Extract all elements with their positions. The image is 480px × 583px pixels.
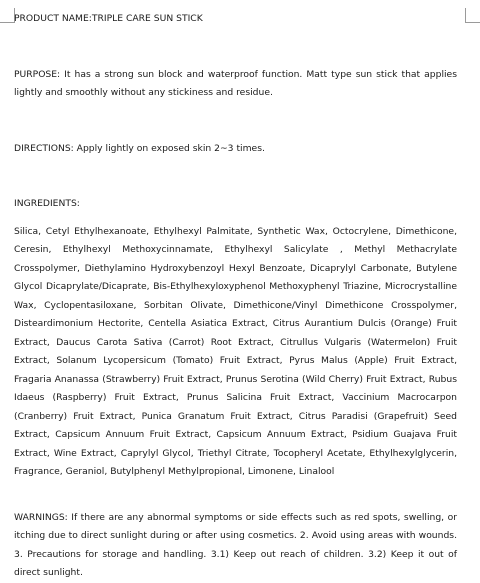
ingredients-paragraph: Silica, Cetyl Ethylhexanoate, Ethylhexyl Palmitate, Synthetic Wax, Octocrylene, Dimethicone, Ceresin, Ethylhexyl Methoxycinnamate, Ethylhexyl Salicylate , Methyl Methacrylate Crosspolymer, Diethylamino Hydroxybenzoyl Hexyl Benzoate, Dicaprylyl Carbonate, Butylene Glycol Dicaprylate/Dicaprate, Bis-Ethylhexyloxyphenol Methoxyphenyl Triazine, Microcrystalline Wax, Cyclopentasiloxane, Sorbitan Olivate, Dimethicone/Vinyl Dimethicone Crosspolymer, Disteardimonium Hectorite, Centella Asiatica Extract, Citrus Aurantium Dulcis (Orange) Fruit Extract, Daucus Carota Sativa (Carrot) Root Extract, Citrullus Vulgaris (Watermelon) Fruit Extract, Solanum Lycopersicum (Tomato) Fruit Extract, Pyrus Malus (Apple) Fruit Extract, Fragaria Ananassa (Strawberry) Fruit Extract, Prunus Serotina (Wild Cherry) Fruit Extract, Rubus Idaeus (Raspberry) Fruit Extract, Prunus Salicina Fruit Extract, Vaccinium Macrocarpon (Cranberry) Fruit Extract, Punica Granatum Fruit Extract, Citrus Paradisi (Grapefruit) Seed Extract, Capsicum Annuum Fruit Extract, Capsicum Annuum Extract, Psidium Guajava Fruit Extract, Wine Extract, Caprylyl Glycol, Triethyl Citrate, Tocopheryl Acetate, Ethylhexylglycerin, Fragrance, Geraniol, Butylphenyl Methylpropional, Limonene, Linalool [14,225,457,477]
directions-paragraph: DIRECTIONS: Apply lightly on exposed skin 2~3 times. [14,142,265,154]
spacer [14,482,457,509]
product-name-line: PRODUCT NAME:TRIPLE CARE SUN STICK [14,13,203,24]
margin-marker-top-right [465,8,480,23]
spacer [14,214,457,223]
spacer [14,103,457,140]
document-body [14,10,457,583]
purpose-paragraph: PURPOSE: It has a strong sun block and waterproof function. Matt type sun stick that applies lightly and smoothly without any stickiness and residue. [14,68,457,98]
spacer [14,158,457,195]
warnings-paragraph: WARNINGS: If there are any abnormal symptoms or side effects such as red spots, swelling, or itching due to direct sunlight during or after using cosmetics. 2. Avoid using areas with wounds. 3. Precautions for storage and handling. 3.1) Keep out reach of children. 3.2) Keep it out of direct sunlight. [14,511,457,578]
margin-marker-top-left [0,8,15,23]
ingredients-heading: INGREDIENTS: [14,198,80,209]
spacer [14,29,457,66]
